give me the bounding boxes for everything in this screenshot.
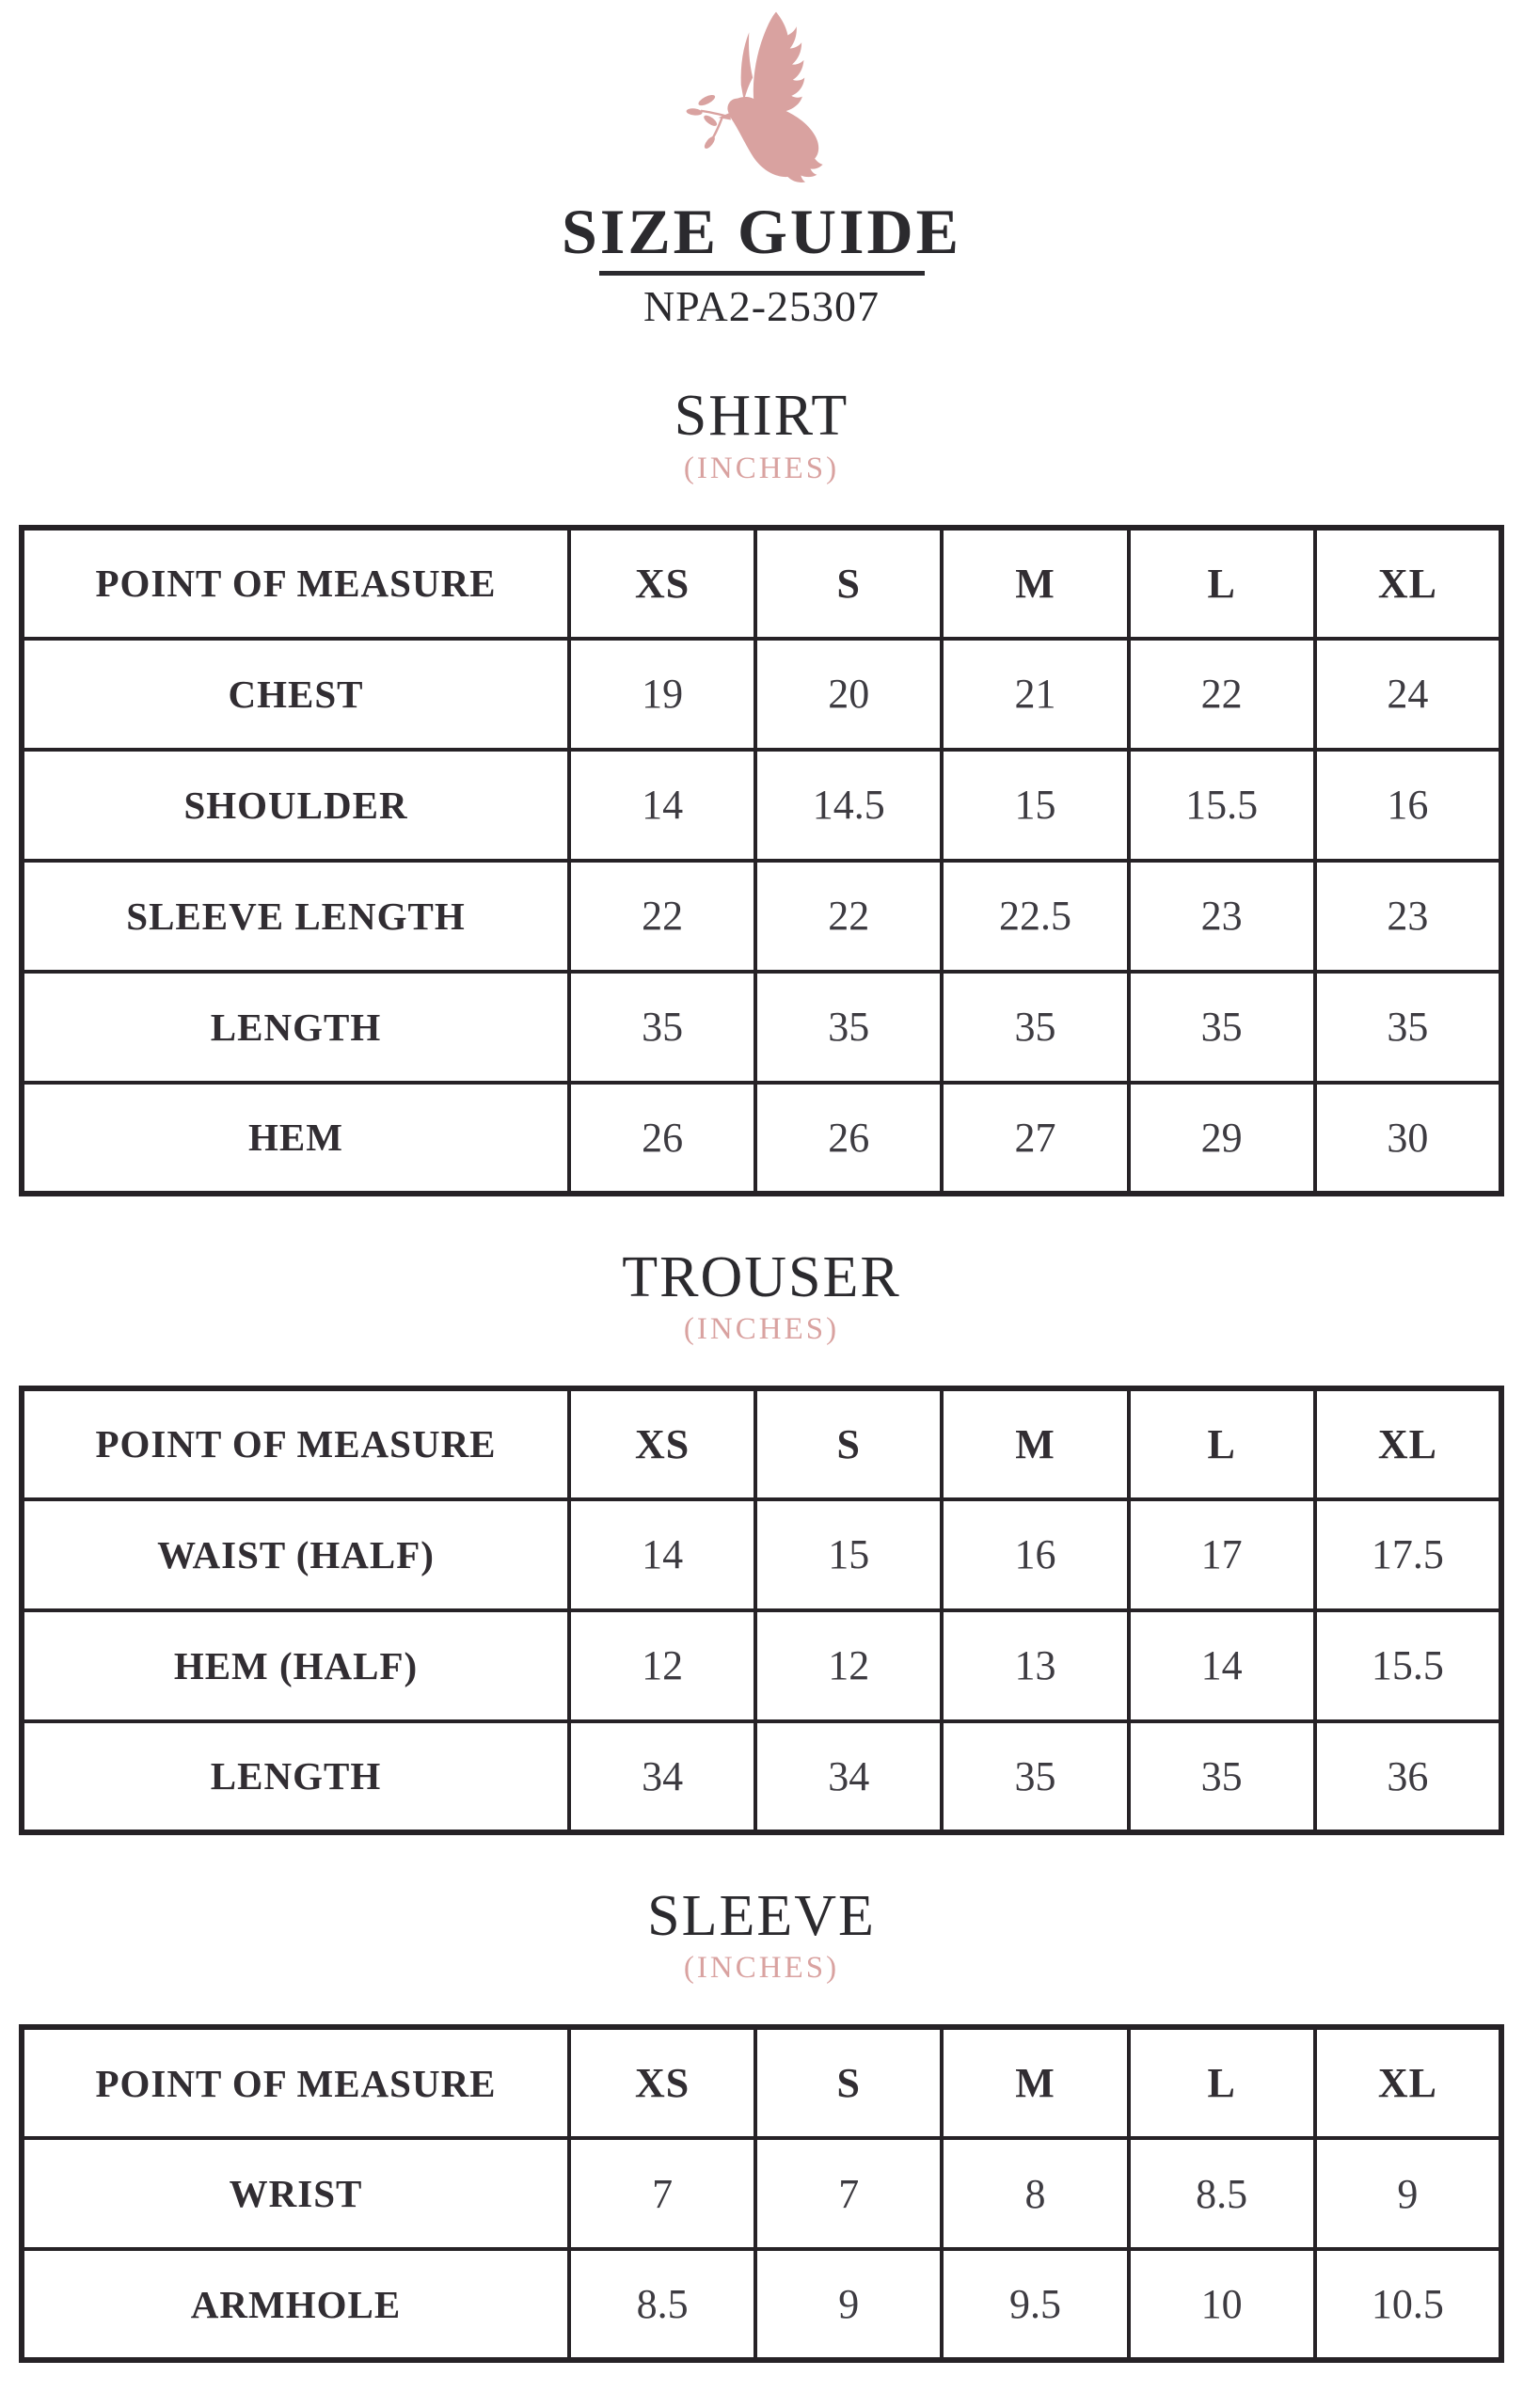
size-value: 24 [1315, 639, 1501, 750]
size-value: 12 [755, 1610, 942, 1721]
size-value: 22 [755, 861, 942, 972]
size-column-header: L [1129, 1388, 1315, 1499]
size-value: 12 [569, 1610, 755, 1721]
size-value: 14 [569, 1499, 755, 1610]
size-value: 35 [942, 972, 1128, 1083]
table-row [22, 2249, 1501, 2360]
size-column-header: XL [1315, 528, 1501, 639]
size-column-header: XS [569, 1388, 755, 1499]
row-label: ARMHOLE [22, 2249, 569, 2360]
title-underline [599, 271, 925, 276]
size-value: 9 [755, 2249, 942, 2360]
section-unit-label: (INCHES) [683, 1951, 840, 1986]
size-value: 36 [1315, 1721, 1501, 1832]
size-value: 9 [1315, 2138, 1501, 2249]
size-value: 8.5 [569, 2249, 755, 2360]
row-label: HEM (HALF) [22, 1610, 569, 1721]
size-value: 16 [942, 1499, 1128, 1610]
table-header-row [22, 1388, 1501, 1499]
table-row [22, 639, 1501, 750]
point-of-measure-header: POINT OF MEASURE [22, 528, 569, 639]
size-column-header: L [1129, 528, 1315, 639]
size-value: 7 [569, 2138, 755, 2249]
section-title-sleeve: SLEEVE [647, 1883, 876, 1948]
section-title-shirt: SHIRT [674, 384, 849, 449]
table-row [22, 1610, 1501, 1721]
brand-logo [0, 0, 1523, 188]
row-label: SLEEVE LENGTH [22, 861, 569, 972]
table-row [22, 861, 1501, 972]
size-value: 22 [569, 861, 755, 972]
size-column-header: XL [1315, 1388, 1501, 1499]
size-value: 35 [1129, 1721, 1315, 1832]
size-value: 10.5 [1315, 2249, 1501, 2360]
size-value: 23 [1129, 861, 1315, 972]
table-row [22, 1721, 1501, 1832]
row-label: CHEST [22, 639, 569, 750]
size-value: 27 [942, 1083, 1128, 1194]
size-value: 29 [1129, 1083, 1315, 1194]
size-value: 10 [1129, 2249, 1315, 2360]
size-sections [0, 384, 1523, 2363]
size-column-header: M [942, 2027, 1128, 2138]
size-value: 17 [1129, 1499, 1315, 1610]
row-label: LENGTH [22, 972, 569, 1083]
size-value: 22 [1129, 639, 1315, 750]
size-value: 26 [755, 1083, 942, 1194]
table-row [22, 1083, 1501, 1194]
size-value: 34 [569, 1721, 755, 1832]
table-row [22, 1499, 1501, 1610]
size-value: 23 [1315, 861, 1501, 972]
size-value: 13 [942, 1610, 1128, 1721]
section-shirt [0, 384, 1523, 1196]
size-value: 35 [569, 972, 755, 1083]
section-trouser [0, 1245, 1523, 1835]
size-value: 19 [569, 639, 755, 750]
size-value: 22.5 [942, 861, 1128, 972]
size-value: 15.5 [1129, 750, 1315, 861]
size-value: 8 [942, 2138, 1128, 2249]
size-value: 15 [942, 750, 1128, 861]
size-value: 17.5 [1315, 1499, 1501, 1610]
size-column-header: M [942, 528, 1128, 639]
row-label: HEM [22, 1083, 569, 1194]
size-value: 26 [569, 1083, 755, 1194]
table-row [22, 750, 1501, 861]
table-header-row [22, 528, 1501, 639]
dove-olive-branch-icon [685, 8, 838, 190]
product-code: NPA2-25307 [643, 282, 880, 331]
size-value: 14 [569, 750, 755, 861]
size-column-header: M [942, 1388, 1128, 1499]
size-value: 21 [942, 639, 1128, 750]
size-value: 14 [1129, 1610, 1315, 1721]
size-value: 7 [755, 2138, 942, 2249]
size-value: 16 [1315, 750, 1501, 861]
table-row [22, 2138, 1501, 2249]
table-row [22, 972, 1501, 1083]
size-value: 35 [1315, 972, 1501, 1083]
size-value: 35 [1129, 972, 1315, 1083]
row-label: WRIST [22, 2138, 569, 2249]
size-value: 9.5 [942, 2249, 1128, 2360]
size-value: 34 [755, 1721, 942, 1832]
row-label: LENGTH [22, 1721, 569, 1832]
size-column-header: L [1129, 2027, 1315, 2138]
trouser-size-table [19, 1386, 1504, 1835]
shirt-size-table [19, 525, 1504, 1196]
size-column-header: S [755, 2027, 942, 2138]
row-label: WAIST (HALF) [22, 1499, 569, 1610]
size-column-header: XS [569, 2027, 755, 2138]
size-column-header: S [755, 1388, 942, 1499]
table-header-row [22, 2027, 1501, 2138]
sleeve-size-table [19, 2024, 1504, 2363]
size-column-header: XS [569, 528, 755, 639]
point-of-measure-header: POINT OF MEASURE [22, 2027, 569, 2138]
row-label: SHOULDER [22, 750, 569, 861]
size-value: 14.5 [755, 750, 942, 861]
size-column-header: XL [1315, 2027, 1501, 2138]
page-title: SIZE GUIDE [562, 196, 961, 267]
size-value: 20 [755, 639, 942, 750]
size-value: 30 [1315, 1083, 1501, 1194]
size-column-header: S [755, 528, 942, 639]
size-value: 15.5 [1315, 1610, 1501, 1721]
size-value: 35 [942, 1721, 1128, 1832]
section-unit-label: (INCHES) [683, 1311, 840, 1346]
section-unit-label: (INCHES) [683, 451, 840, 485]
section-sleeve [0, 1884, 1523, 2363]
point-of-measure-header: POINT OF MEASURE [22, 1388, 569, 1499]
section-title-trouser: TROUSER [622, 1244, 901, 1309]
size-value: 35 [755, 972, 942, 1083]
size-value: 8.5 [1129, 2138, 1315, 2249]
size-value: 15 [755, 1499, 942, 1610]
